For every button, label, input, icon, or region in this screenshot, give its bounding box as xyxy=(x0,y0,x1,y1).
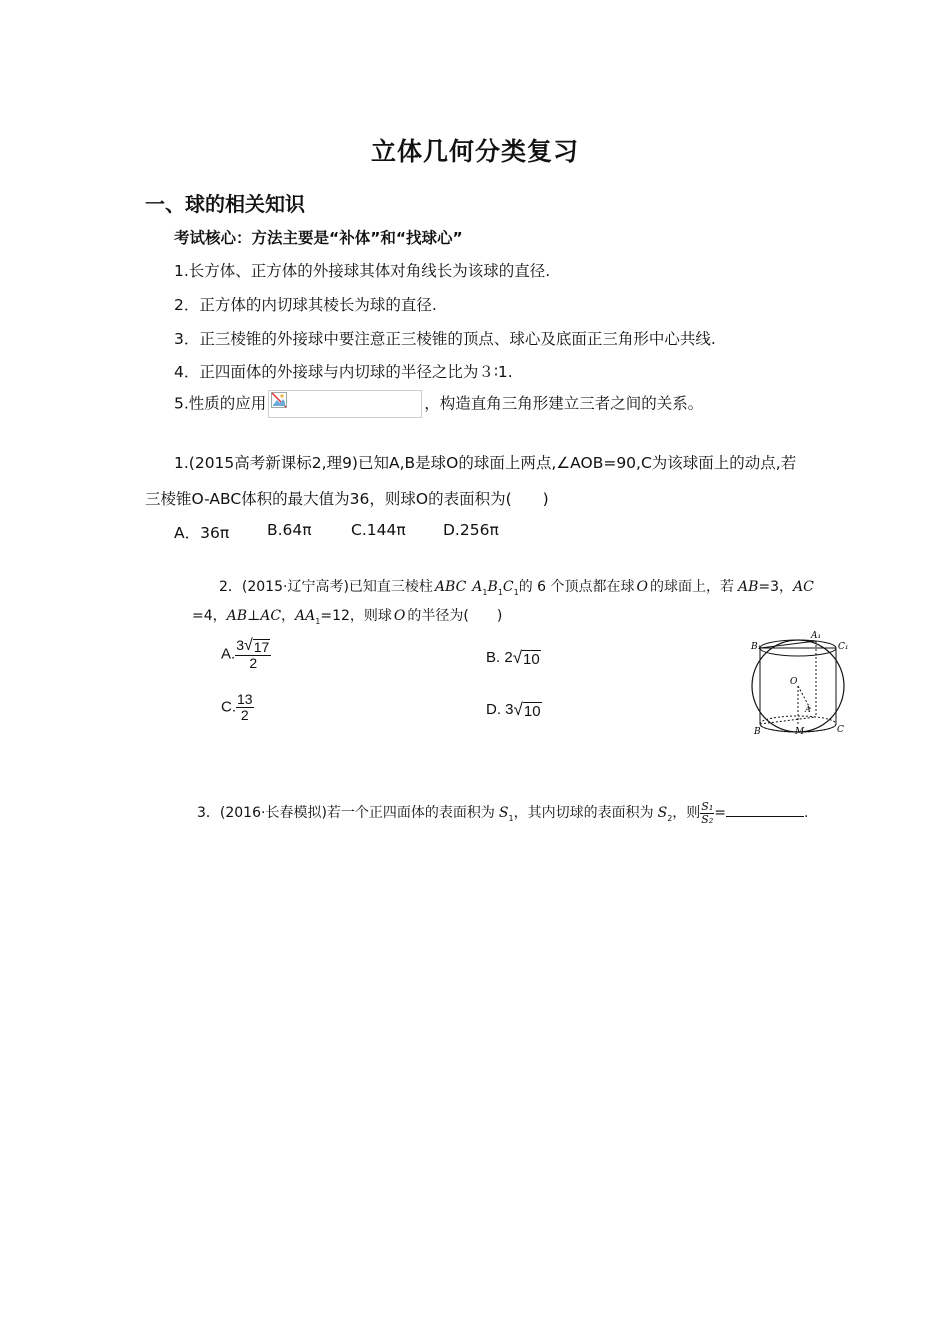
point-5 xyxy=(174,390,703,418)
q2-line1: 2．(2015·辽宁高考)已知直三棱柱 ABC $A_1B_1C_1$的 6 个顶点都在球 O 的球面上，若 AB=3，AC xyxy=(219,579,814,597)
q2-math: O xyxy=(393,608,406,624)
point-4: 4．正四面体的外接球与内切球的半径之比为３∶1. xyxy=(174,363,513,381)
q1-line1: 1.(2015高考新课标2,理9)已知A,B是球O的球面上两点,∠AOB=90,C为该球面上的动点,若 xyxy=(174,454,797,472)
fraction xyxy=(235,638,271,670)
q3-sub: 2 xyxy=(667,813,673,823)
label-b: B xyxy=(754,727,761,737)
q2-math: B xyxy=(487,579,498,595)
fraction-numerator: 13 xyxy=(237,691,253,707)
label-o: O xyxy=(790,677,798,687)
q1-option-b: B.64π xyxy=(267,521,312,539)
broken-image-icon xyxy=(268,390,422,418)
point-3: 3．正三棱锥的外接球中要注意正三棱锥的顶点、球心及底面正三角形中心共线. xyxy=(174,330,716,348)
q3-text: . xyxy=(803,805,809,821)
q2-line2: =4，AB⊥AC，$AA_1=12$，则球 O 的半径为( ) xyxy=(192,608,503,626)
q3-text: ，其内切球的表面积为 xyxy=(513,805,654,821)
fraction-numerator: 3 √ 17 xyxy=(236,637,270,656)
q3-text: 3．(2016·长春模拟)若一个正四面体的表面积为 xyxy=(197,805,495,821)
q2-math: O xyxy=(636,579,649,595)
point-5-prefix: 5.性质的应用 xyxy=(174,394,267,413)
sphere-prism-figure xyxy=(745,622,860,742)
edge xyxy=(760,641,816,648)
q2-math: A xyxy=(472,579,483,595)
radicand: 10 xyxy=(523,651,540,668)
coef: 2 xyxy=(504,648,513,666)
label-m: M xyxy=(795,727,805,737)
fraction-denominator: S₂ xyxy=(701,812,714,826)
coef: 3 xyxy=(505,700,514,718)
point-5-suffix: ，构造直角三角形建立三者之间的关系。 xyxy=(424,394,704,413)
core-method: 考试核心：方法主要是“补体”和“找球心” xyxy=(174,229,463,247)
q3-sub: 1 xyxy=(508,813,514,823)
radicand: 10 xyxy=(523,703,541,720)
ratio-fraction xyxy=(700,801,714,825)
q2-text: ， xyxy=(281,608,296,624)
q3-math: S xyxy=(498,805,509,821)
fraction-numerator: S₁ xyxy=(701,799,714,813)
radicand: 17 xyxy=(253,639,270,656)
fraction-denominator: 2 xyxy=(240,706,249,723)
coef: 3 xyxy=(236,637,244,654)
section-heading: 一、球的相关知识 xyxy=(145,192,305,216)
q2-text: 的半径为( ) xyxy=(407,608,503,624)
label-a1: A₁ xyxy=(811,631,822,641)
q2-math: AB xyxy=(738,579,759,595)
label-c1: C₁ xyxy=(838,642,849,652)
fraction-denominator: 2 xyxy=(249,654,258,671)
label-a: A xyxy=(805,705,811,714)
q2-math: AC xyxy=(793,579,814,595)
option-label: D. xyxy=(486,700,501,718)
q2-text: 2．(2015·辽宁高考)已知直三棱柱 xyxy=(219,579,433,595)
answer-blank[interactable] xyxy=(726,802,804,817)
q1-option-a: A．36π xyxy=(174,524,230,542)
q2-text: 的球面上，若 xyxy=(650,579,735,595)
point-2: 2．正方体的内切球其棱长为球的直径. xyxy=(174,296,437,314)
q1-option-d: D.256π xyxy=(443,521,499,539)
q2-option-d: D. 3 √ 10 xyxy=(486,700,541,720)
page-title: 立体几何分类复习 xyxy=(370,137,579,166)
q3-math: S xyxy=(657,805,668,821)
q2-math: C xyxy=(502,579,514,595)
label-c: C xyxy=(837,725,844,735)
q2-text: =12，则球 xyxy=(320,608,392,624)
q1-line2: 三棱锥O-ABC体积的最大值为36，则球O的表面积为( ) xyxy=(145,490,549,508)
q3-line xyxy=(197,798,808,834)
q2-text: 的 6 个顶点都在球 xyxy=(518,579,635,595)
option-label: C. xyxy=(221,698,236,716)
q2-text: =3， xyxy=(758,579,794,595)
label-b1: B₁ xyxy=(751,642,762,652)
option-label: A. xyxy=(221,645,236,663)
q3-text: ，则 xyxy=(672,805,701,821)
q2-math: AB⊥AC xyxy=(226,608,282,624)
q2-option-b: B. 2 √ 10 xyxy=(486,648,540,668)
q2-text: =4， xyxy=(192,608,227,624)
q1-option-c: C.144π xyxy=(351,521,406,539)
q2-option-c xyxy=(221,692,254,722)
q2-math: AA xyxy=(295,608,316,624)
q3-text: = xyxy=(714,805,726,821)
q2-option-a xyxy=(221,638,271,670)
option-label: B. xyxy=(486,648,501,666)
fraction xyxy=(236,692,254,722)
q2-math: ABC xyxy=(434,579,467,595)
point-1: 1.长方体、正方体的外接球其体对角线长为该球的直径. xyxy=(174,262,551,280)
